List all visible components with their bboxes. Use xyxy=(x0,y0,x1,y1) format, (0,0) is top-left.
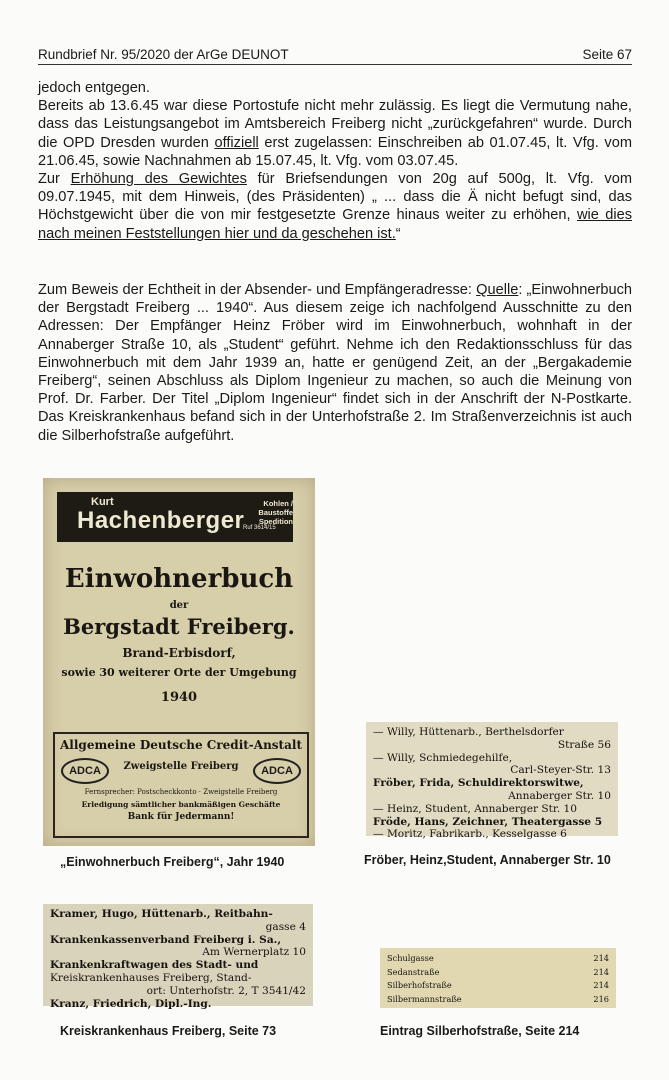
street-page: 214 xyxy=(593,953,609,963)
advert-spedition: Spedition xyxy=(258,517,293,526)
newsletter-title: Rundbrief Nr. 95/2020 der ArGe DEUNOT xyxy=(38,47,289,62)
text-span: Zum Beweis der Echtheit in der Absender- und Empfängeradresse: xyxy=(38,282,477,298)
paragraph-block-2 xyxy=(38,281,632,445)
street-name: Silberhofstraße xyxy=(387,980,452,990)
street-name: Schulgasse xyxy=(387,953,434,963)
street-row xyxy=(387,979,609,993)
entry-line: — Willy, Schmiedegehilfe, xyxy=(373,751,513,764)
entry-line: — Willy, Hüttenarb., Berthelsdorfer xyxy=(373,726,564,738)
entry-line: Krankenkraftwagen des Stadt- und xyxy=(50,959,259,972)
text-span: erst zugelassen: Einschreiben ab 01.07.45, lt. Vfg. vom 21.06.45, sowie Nachnahmen ab 15.07.45, lt. Vfg. vom 03.07.45. xyxy=(38,134,633,169)
entry-line: Kreiskrankenhauses Freiberg, Stand- xyxy=(50,971,252,984)
text-line: jedoch entgegen. xyxy=(38,80,150,96)
einwohnerbuch-cover-image xyxy=(43,478,315,846)
bank-small: Fernsprecher: Postscheckkonto · Zweigstelle Freiberg xyxy=(84,788,278,796)
entry-froeber-image xyxy=(366,722,618,841)
advert-kohlen: Kohlen / Baustoffe xyxy=(258,499,293,517)
advert-name: Hachenberger xyxy=(77,507,245,534)
paragraph-portostufe xyxy=(38,97,632,170)
advert-phone: Ruf 3614/15 xyxy=(243,525,276,531)
underlined-text: offiziell xyxy=(214,134,259,151)
entry-line: Carl-Steyer-Str. 13 xyxy=(510,764,611,777)
street-name: Silbermannstraße xyxy=(387,993,462,1004)
entry-line: Fröde, Hans, Zeichner, Theatergasse 5 xyxy=(373,815,603,828)
cover-title: Einwohnerbuch xyxy=(64,564,294,594)
underlined-text: Erhöhung des Gewichtes xyxy=(70,171,247,188)
bank-slogan: Bank für Jedermann! xyxy=(127,812,235,822)
advert-services xyxy=(227,499,293,526)
page-header xyxy=(38,46,632,65)
paragraph-beweis xyxy=(38,281,632,445)
caption-froeber: Fröber, Heinz,Student, Annaberger Str. 10 xyxy=(364,853,611,867)
entry-line: Straße 56 xyxy=(557,738,611,751)
entry-line: — Heinz, Student, Annaberger Str. 10 xyxy=(373,802,578,815)
cover-year: 1940 xyxy=(160,690,198,705)
text-span: : „Einwohnerbuch der Bergstadt Freiberg ... 1940“. Aus diesem zeige ich nachfolgend Ausschnitte zu den Adressen: Der Empfänger Heinz Fröber wird im Einwohnerbuch, wohnhaft in der Annaberger Straße 10, als „Student“ geführt. Nehme ich den Redaktionsschluss für das Einwohnerbuch mit dem Jahr 1939 an, hatte er genügend Zeit, an der „Bergakademie Freiberg“, seinen Abschluss als Diplom Ingenieur zu machen, so auch die Meinung von Prof. Dr. Farber. Der Titel „Diplom Ingenieur“ findet sich in der Anschrift der N-Postkarte. Das Kreiskrankenhaus befand sich in der Unterhofstraße 2. Im Straßenverzeichnis ist auch die Silberhofstraße aufgeführt. xyxy=(38,282,632,444)
cover-sowie: sowie 30 weiterer Orte der Umgebung xyxy=(61,666,297,679)
entry-krankenhaus-image xyxy=(43,904,313,1010)
street-page: 214 xyxy=(593,980,609,990)
entry-line: gasse 4 xyxy=(265,920,306,933)
entry-line: Annaberger Str. 10 xyxy=(508,789,611,802)
page-number: Seite 67 xyxy=(582,47,632,62)
bank-name: Allgemeine Deutsche Credit-Anstalt xyxy=(60,738,302,752)
entry-line: Kranz, Friedrich, Dipl.-Ing. xyxy=(50,997,212,1010)
entry-line: — Moritz, Fabrikarb., Kesselgasse 6 xyxy=(373,828,567,841)
street-page: 214 xyxy=(593,966,609,977)
advert-banner xyxy=(57,492,293,542)
text-span: für Briefsendungen von 20g auf 500g, lt. Vfg. vom 09.07.1945, mit dem Hinweis, (des Präsidenten) „ ... dass die Ä nicht befugt sind, das Höchstgewicht über die von mir festgesetzte Grenze hinaus weiter zu erhöhen, xyxy=(38,171,633,224)
underlined-text: Quelle xyxy=(476,282,519,298)
adca-logo-left: ADCA xyxy=(61,758,109,784)
bank-services: Erledigung sämtlicher bankmäßigen Geschäfte xyxy=(81,800,281,809)
cover-der: der xyxy=(169,600,189,611)
caption-silberhof: Eintrag Silberhofstraße, Seite 214 xyxy=(380,1024,580,1038)
caption-krankenhaus: Kreiskrankenhaus Freiberg, Seite 73 xyxy=(60,1024,277,1038)
underlined-text: wie dies nach meinen Feststellungen hier und da geschehen ist. xyxy=(38,207,632,242)
text-span: “ xyxy=(395,225,401,242)
street-name: Sedanstraße xyxy=(387,966,440,977)
entry-line: Am Wernerplatz 10 xyxy=(202,946,306,959)
street-row xyxy=(387,993,609,1007)
caption-cover: „Einwohnerbuch Freiberg“, Jahr 1940 xyxy=(60,855,285,869)
entry-line: Krankenkassenverband Freiberg i. Sa., xyxy=(50,933,282,946)
entry-strassen-image xyxy=(380,948,616,1008)
paragraph-block-1 xyxy=(38,79,632,243)
bank-advert xyxy=(53,732,309,838)
street-row xyxy=(387,966,609,980)
paragraph-gewicht xyxy=(38,170,632,243)
street-row xyxy=(387,952,609,966)
adca-logo-right: ADCA xyxy=(253,758,301,784)
street-page: 216 xyxy=(593,993,609,1004)
advert-firstname: Kurt xyxy=(91,496,114,508)
entry-line: Fröber, Frida, Schuldirektorswitwe, xyxy=(373,777,584,790)
entry-line: Kramer, Hugo, Hüttenarb., Reitbahn- xyxy=(50,908,273,920)
bank-branch: Zweigstelle Freiberg xyxy=(123,761,239,772)
entry-line: ort: Unterhofstr. 2, T 3541/42 xyxy=(146,984,306,997)
cover-brand: Brand-Erbisdorf, xyxy=(122,646,236,660)
text-span: Bereits ab 13.6.45 war diese Portostufe nicht mehr zulässig. Es liegt die Vermutung nahe, dass das Leistungsangebot im Amtsbereich Freiberg nicht „zurückgefahren“ wurde. Durch die OPD Dresden wurden xyxy=(38,98,632,151)
text-span: Zur xyxy=(38,171,71,188)
cover-subtitle: Bergstadt Freiberg. xyxy=(63,614,295,639)
